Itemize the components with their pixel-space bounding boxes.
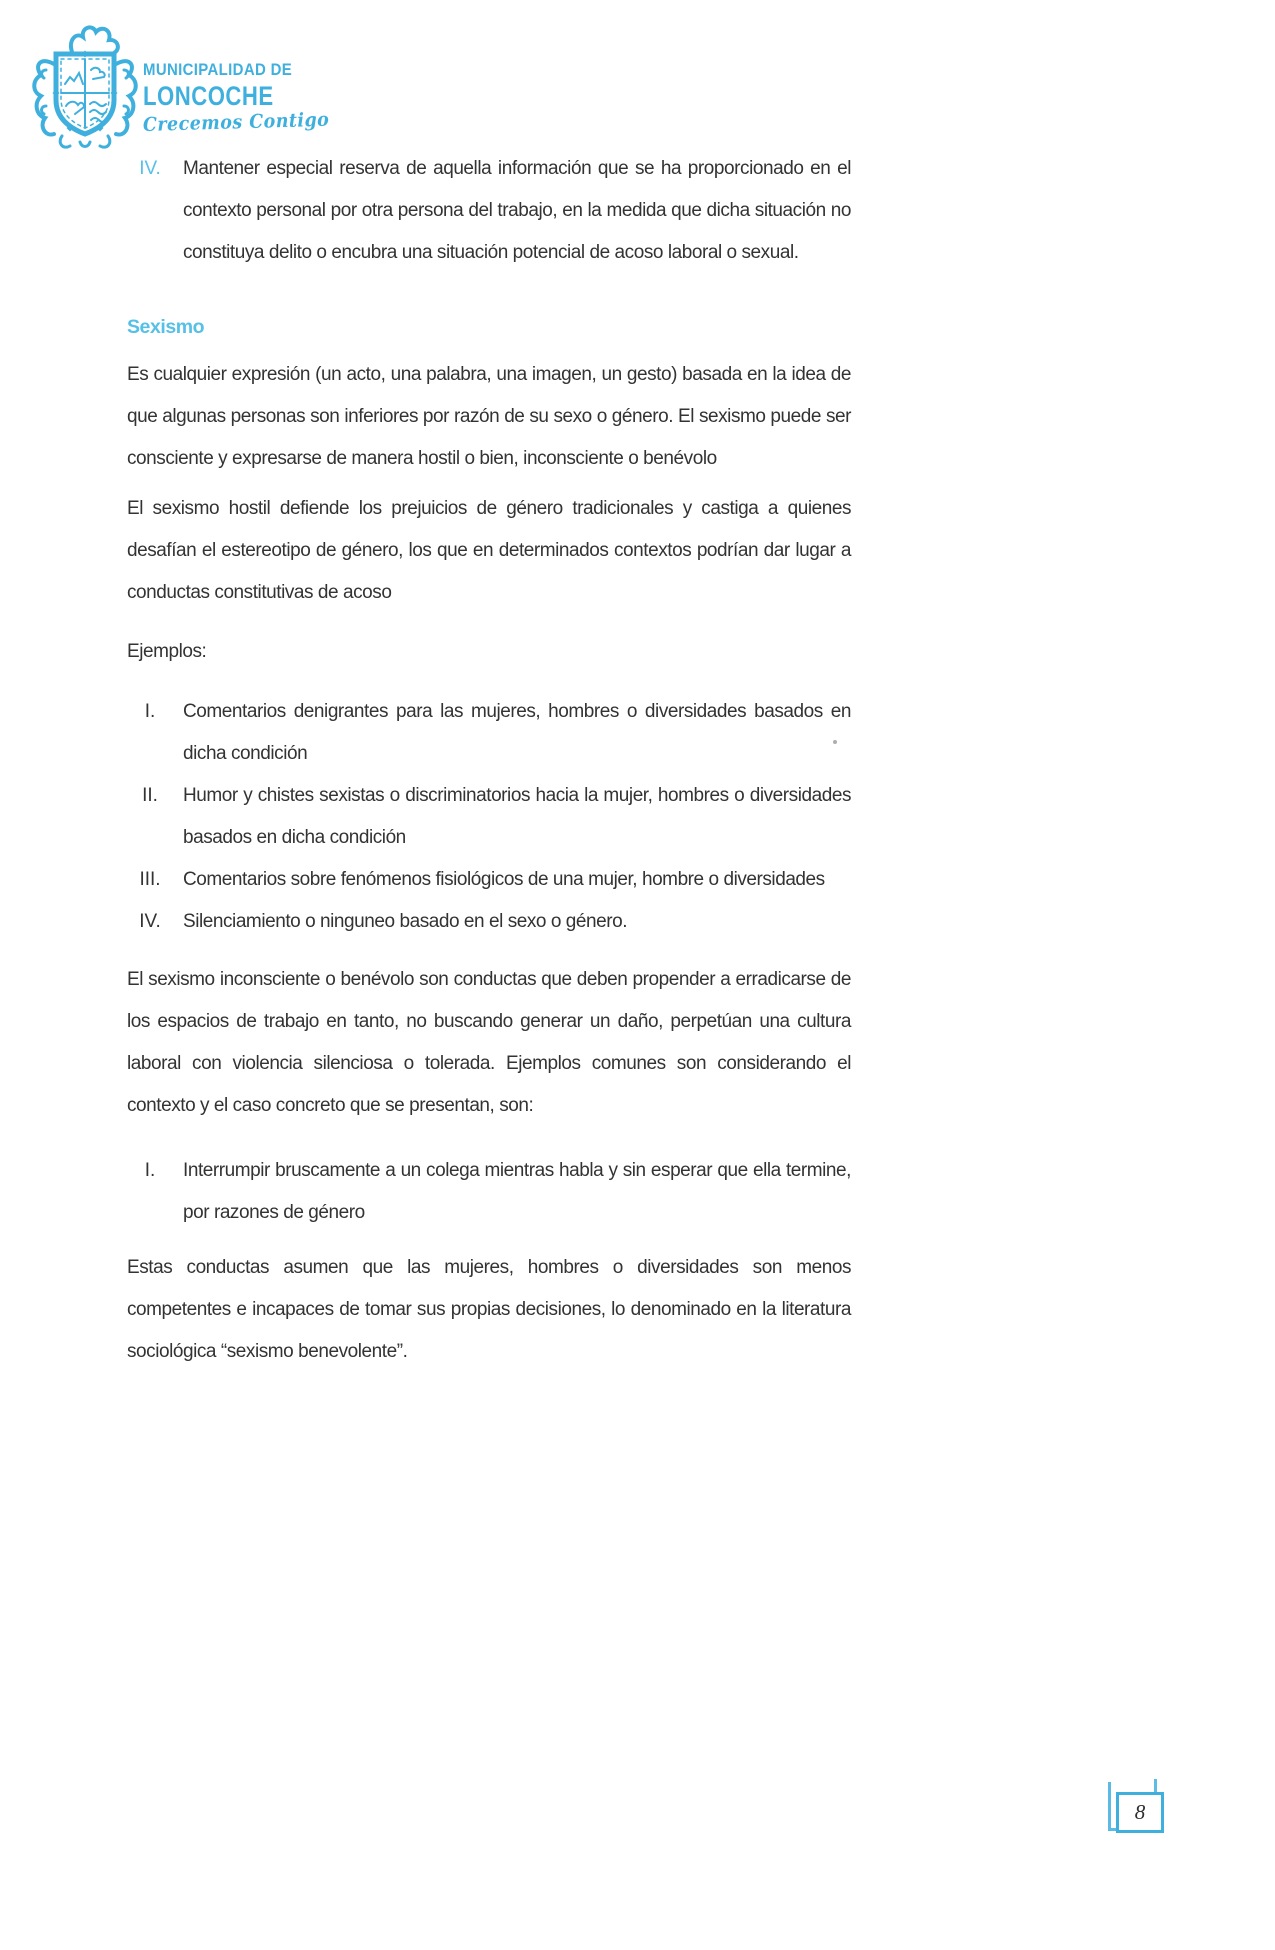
list-item-text: Interrumpir bruscamente a un colega mientras habla y sin esperar que ella termine, por razones de género [183,1160,851,1223]
coat-of-arms-icon [30,22,140,152]
list-item-text: Comentarios denigrantes para las mujeres, hombres o diversidades basados en dicha condición [183,701,851,764]
list-item [127,1150,851,1234]
paragraph-hostile-sexism: El sexismo hostil defiende los prejuicios de género tradicionales y castiga a quienes desafían el estereotipo de género, los que en determinados contextos podrían dar lugar a conductas constitutivas de acoso [127,498,851,603]
paragraph-closing: Estas conductas asumen que las mujeres, hombres o diversidades son menos competentes e incapaces de tomar sus propias decisiones, lo denominado en la literatura sociológica “sexismo benevolente”. [127,1257,851,1362]
list-item-text: Comentarios sobre fenómenos fisiológicos de una mujer, hombre o diversidades [183,869,825,890]
document-body [127,148,851,1386]
list-item-text: Humor y chistes sexistas o discriminatorios hacia la mujer, hombres o diversidades basados en dicha condición [183,785,851,848]
scan-artifact-dot [833,740,837,744]
list-numeral: IV. [139,911,161,932]
list-numeral: I. [144,701,156,722]
list-numeral: II. [142,785,158,806]
municipality-logo [30,22,390,152]
list-item-intro-iv [127,148,851,274]
logo-org-line2: LONCOCHE [143,81,274,111]
benevolent-examples-list [127,1150,851,1234]
page-number: 8 [1134,1800,1146,1824]
section-heading-sexismo: Sexismo [127,316,205,338]
page-number-box [1116,1792,1164,1833]
list-numeral: I. [144,1160,156,1181]
logo-wordmark [143,60,346,136]
list-item-text: Silenciamiento o ninguneo basado en el sexo o género. [183,911,628,932]
list-numeral: IV. [139,158,161,179]
logo-org-line1: MUNICIPALIDAD DE [143,60,293,79]
list-item [127,691,851,775]
page-number-footer [1106,1779,1170,1837]
logo-tagline: Crecemos Contigo [142,108,330,136]
examples-label: Ejemplos: [127,641,207,662]
list-item-text: Mantener especial reserva de aquella información que se ha proporcionado en el contexto personal por otra persona del trabajo, en la medida que dicha situación no constituya delito o encubra una situación potencial de acoso laboral o sexual. [183,158,851,263]
list-item [127,859,851,901]
paragraph-benevolent-sexism: El sexismo inconsciente o benévolo son conductas que deben propender a erradicarse de los espacios de trabajo en tanto, no buscando generar un daño, perpetúan una cultura laboral con violencia silenciosa o tolerada. Ejemplos comunes son considerando el contexto y el caso concreto que se presentan, son: [127,969,851,1116]
paragraph-definition: Es cualquier expresión (un acto, una palabra, una imagen, un gesto) basada en la idea de que algunas personas son inferiores por razón de su sexo o género. El sexismo puede ser consciente y expresarse de manera hostil o bien, inconsciente o benévolo [127,364,851,469]
list-item [127,901,851,943]
list-item [127,775,851,859]
examples-list [127,691,851,943]
list-numeral: III. [139,869,161,890]
